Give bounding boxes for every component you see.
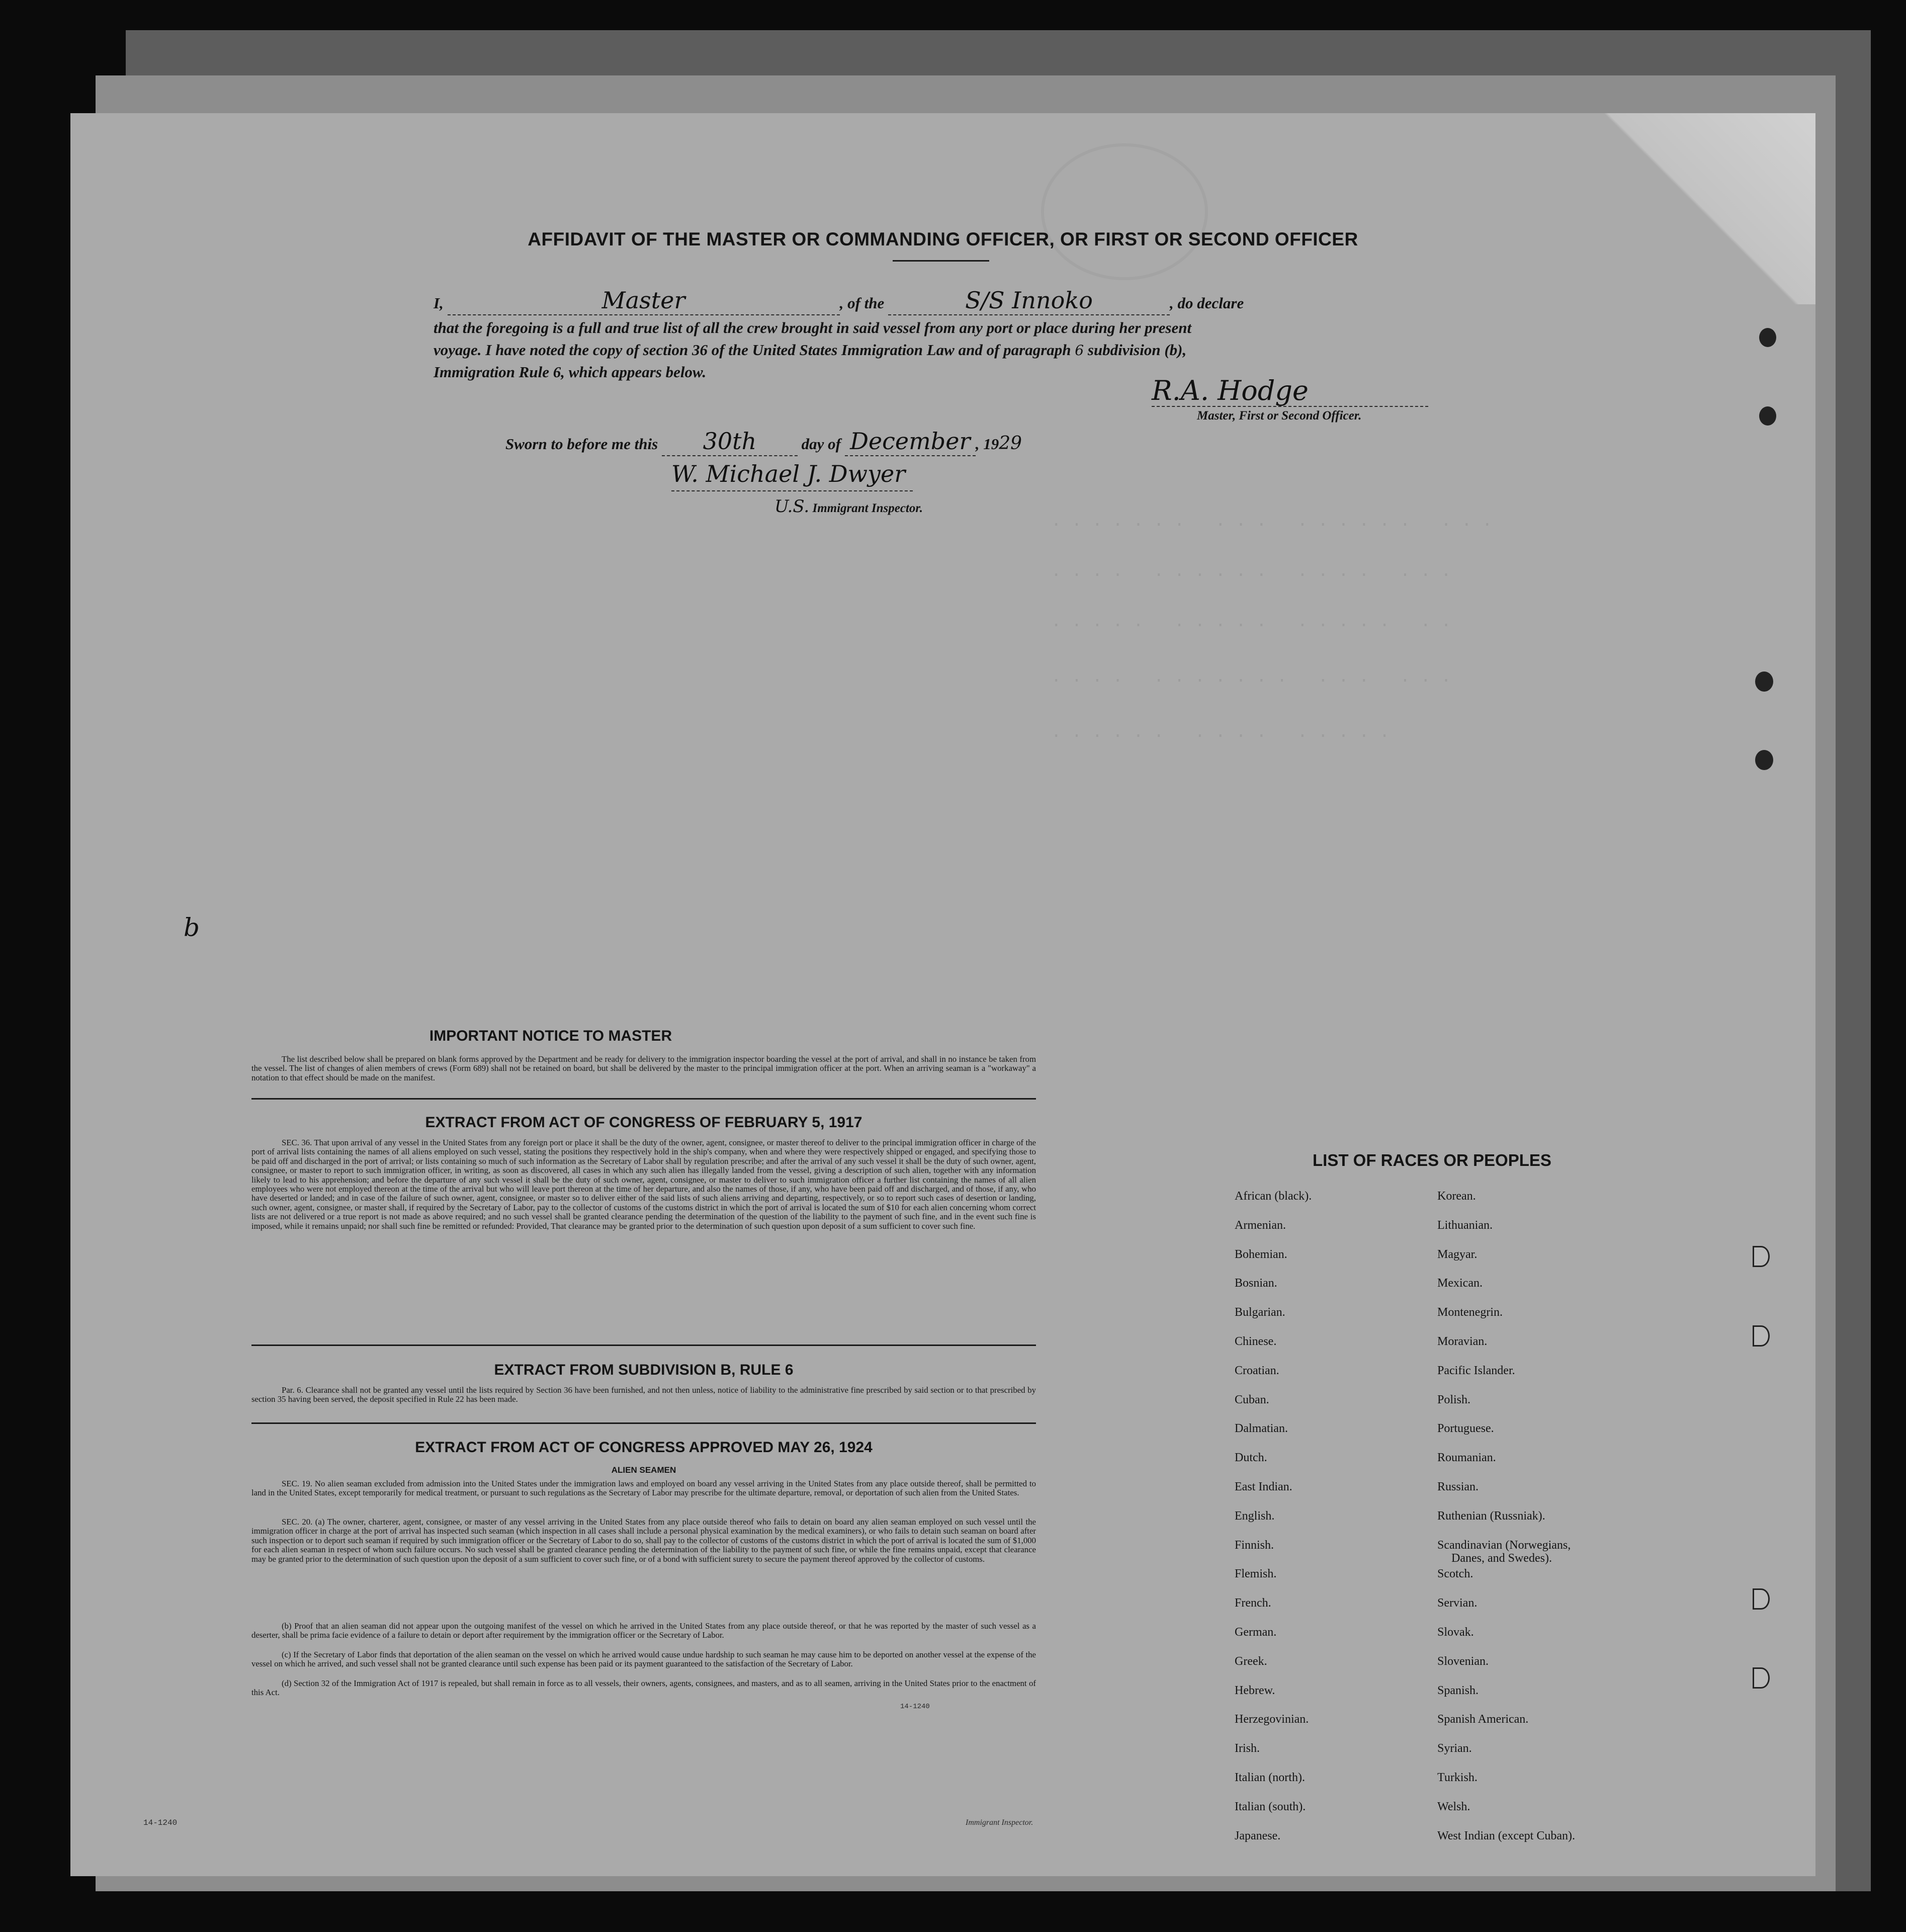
punch-hole-icon	[1759, 406, 1776, 426]
race-item: English.	[1235, 1509, 1275, 1523]
master-field	[448, 289, 840, 315]
alien-seamen-subtitle: ALIEN SEAMEN	[611, 1465, 676, 1475]
affidavit-line-3-text: voyage. I have noted the copy of section 36 of the United States Immigration Law and of paragraph	[434, 341, 1071, 359]
race-item: Finnish.	[1235, 1538, 1274, 1552]
affidavit-line-2: that the foregoing is a full and true list of all the crew brought in said vessel from any port or place during her present	[434, 319, 1192, 337]
inspector-signature	[671, 460, 913, 491]
embossed-seal-icon	[1041, 143, 1208, 280]
affidavit-page	[70, 113, 1815, 1876]
race-item: Danes, and Swedes).	[1451, 1551, 1552, 1565]
notice-title: IMPORTANT NOTICE TO MASTER	[429, 1028, 672, 1044]
race-item: African (black).	[1235, 1190, 1312, 1203]
race-item: Russian.	[1437, 1480, 1479, 1493]
bleed-through-text: · · · · · · · · · · · · · · ·	[1051, 727, 1390, 746]
of-the-label: , of the	[839, 294, 885, 312]
race-item: Pacific Islander.	[1437, 1364, 1515, 1377]
race-item: Croatian.	[1235, 1364, 1279, 1377]
race-item: Syrian.	[1437, 1742, 1472, 1755]
inspector-prefix: U.S.	[774, 496, 810, 517]
extract-1924-divider	[251, 1422, 1036, 1424]
sec-20b-body: (b) Proof that an alien seaman did not appear upon the outgoing manifest of the vessel on which he arrived in the United States from any place outside thereof, or that he was reported by the master of such vessel as a deserter, shall be prima facie evidence of a failure to detain or deport after requirement by the immigration officer or the Secretary of Labor.	[251, 1621, 1036, 1640]
rule-6-title: EXTRACT FROM SUBDIVISION B, RULE 6	[494, 1362, 794, 1378]
affidavit-line-3	[434, 339, 1490, 362]
punch-hole-icon	[1759, 328, 1776, 347]
race-item: Italian (north).	[1235, 1771, 1305, 1784]
rule-6-body: Par. 6. Clearance shall not be granted any vessel until the lists required by Section 36 have been furnished, and not then unless, notice of liability to the administrative fine prescribed by said section or to that prescribed by section 35 having been served, the deposit specified in Rule 22 has been made.	[251, 1385, 1036, 1404]
punch-hole-icon	[1753, 1325, 1770, 1347]
race-item: Lithuanian.	[1437, 1218, 1493, 1232]
punch-hole-icon	[1753, 1246, 1770, 1267]
master-signature-text: R.A. Hodge	[1152, 375, 1309, 406]
race-item: Herzegovinian.	[1235, 1713, 1309, 1726]
race-item: Hebrew.	[1235, 1684, 1275, 1697]
race-item: Italian (south).	[1235, 1800, 1306, 1813]
affidavit-line-3-end: subdivision (b),	[1087, 341, 1187, 359]
race-item: Bosnian.	[1235, 1277, 1277, 1290]
extract-1924-title: EXTRACT FROM ACT OF CONGRESS APPROVED MAY 26, 1924	[415, 1439, 873, 1456]
race-item: Greek.	[1235, 1654, 1267, 1668]
vessel-field	[888, 289, 1170, 315]
race-item: Moravian.	[1437, 1335, 1488, 1348]
race-item: Portuguese.	[1437, 1422, 1494, 1436]
race-item: Spanish.	[1437, 1684, 1479, 1697]
race-item: French.	[1235, 1597, 1271, 1610]
race-item: Dutch.	[1235, 1451, 1267, 1465]
sworn-month-value: December	[850, 428, 971, 455]
race-item: East Indian.	[1235, 1480, 1292, 1493]
sec-19-body: SEC. 19. No alien seaman excluded from admission into the United States under the immigration laws and employed on board any vessel arriving in the United States from any place outside thereof, shall be permitted to land in the United States, except temporarily for medical treatment, or pursuant to such regulations as the Secretary of Labor may prescribe for the ultimate departure, removal, or deportation of such alien from the United States.	[251, 1479, 1036, 1498]
race-item: Mexican.	[1437, 1277, 1483, 1290]
sworn-month-field	[845, 430, 976, 456]
signature-caption: Master, First or Second Officer.	[1197, 409, 1362, 423]
affidavit-line-1	[434, 289, 1490, 315]
vessel-value: S/S Innoko	[965, 287, 1093, 314]
race-item: Bohemian.	[1235, 1247, 1287, 1261]
race-item: Turkish.	[1437, 1771, 1478, 1784]
inspector-caption	[774, 496, 923, 517]
year-prefix: , 19	[975, 435, 999, 453]
inspector-signature-text: W. Michael J. Dwyer	[671, 460, 906, 487]
rule-6-divider	[251, 1345, 1036, 1346]
race-item: Japanese.	[1235, 1829, 1281, 1842]
sworn-day-value: 30th	[703, 428, 757, 455]
punch-hole-icon	[1755, 750, 1773, 770]
sworn-label: Sworn to before me this	[505, 435, 658, 453]
race-item: Scotch.	[1437, 1567, 1474, 1581]
i-label: I,	[434, 294, 444, 312]
race-item: Magyar.	[1437, 1247, 1478, 1261]
sworn-day-field	[662, 430, 798, 456]
notice-divider	[251, 1098, 1036, 1100]
race-item: Spanish American.	[1437, 1713, 1529, 1726]
race-item: German.	[1235, 1626, 1277, 1639]
affidavit-line-4: Immigration Rule 6, which appears below.	[434, 363, 707, 381]
race-item: Armenian.	[1235, 1218, 1286, 1232]
affidavit-title: AFFIDAVIT OF THE MASTER OR COMMANDING OFFICER, OR FIRST OR SECOND OFFICER	[528, 229, 1358, 249]
master-signature	[1152, 375, 1428, 407]
paragraph-value: 6	[1075, 342, 1084, 359]
sec-20d-body: (d) Section 32 of the Immigration Act of 1917 is repealed, but shall remain in force as to all vessels, their owners, agents, consignees, and masters, and as to all seamen, arriving in the United States prior to the enactment of this Act.	[251, 1678, 1036, 1698]
bleed-through-text: · · · · · · · · · · · · · · · · ·	[1051, 566, 1451, 585]
race-item: Korean.	[1437, 1190, 1476, 1203]
day-of-label: day of	[801, 435, 841, 453]
race-item: Irish.	[1235, 1742, 1260, 1755]
extract-1917-body: SEC. 36. That upon arrival of any vessel in the United States from any foreign port or place it shall be the duty of the owner, agent, consignee, or master thereof to deliver to the principal immigration officer in charge of the port of arrival lists containing the names of all aliens employed on such vessel, stating the positions they respectively hold in the ship's company, when and where they were respectively shipped or engaged, and specifying those to be paid off and discharged in the port of arrival; or lists containing so much of such information as the Secretary of Labor shall by regulation prescribe; and after the arrival of any such vessel it shall be the duty of such owner, agent, consignee, or master to report to such immigration officer, in writing, as soon as discovered, all cases in which any such alien has illegally landed from the vessel, giving a description of such alien, together with any information likely to lead to his apprehension; and before the departure of any such vessel it shall be the duty of such owner, agent, consignee, or master to deliver to such immigration officer a further list containing the names of all alien employees who were not employed thereon at the time of the arrival but who will leave port thereon at the time of her departure, and also the names of those, if any, who have been paid off and discharged, and of those, if any, who have deserted or landed; and in case of the failure of such owner, agent, consignee, or master so to deliver either of the said lists of such aliens arriving and departing, respectively, or so to report such cases of desertion or landing, such owner, agent, consignee, or master shall, if required by the Secretary of Labor, pay to the collector of customs of the customs district in which the port of arrival is located the sum of $10 for each alien concerning whom correct lists are not delivered or a true report is not made as above required; and no such vessel shall be granted clearance pending the determination of the question of the liability to the payment of such fine, and in the event such fine is imposed, while it remains unpaid; nor shall such fine be remitted or refunded: Provided, That clearance may be granted prior to the determination of such question upon deposit of a sum sufficient to cover such fine.	[251, 1138, 1036, 1231]
bottom-caption: Immigrant Inspector.	[966, 1818, 1033, 1827]
race-item: Ruthenian (Russniak).	[1437, 1509, 1545, 1523]
punch-hole-icon	[1755, 671, 1773, 692]
race-item: Scandinavian (Norwegians,	[1437, 1538, 1571, 1552]
notice-body: The list described below shall be prepared on blank forms approved by the Department and be ready for delivery to the immigration inspector boarding the vessel at the port of arrival, and shall in no instance be taken from the vessel. The list of changes of alien members of crews (Form 689) shall not be retained on board, but shall be delivered by the master to the principal immigration officer at the port. When an arriving seaman is a "workaway" a notation to that effect should be made on the manifest.	[251, 1054, 1036, 1082]
inspector-caption-text: Immigrant Inspector.	[812, 501, 923, 515]
year-value: 29	[999, 433, 1022, 454]
race-item: Cuban.	[1235, 1393, 1269, 1406]
punch-hole-icon	[1753, 1588, 1770, 1610]
sworn-line	[505, 430, 1260, 456]
bleed-through-text: · · · · · · · · · · · · · · · · ·	[1051, 671, 1451, 691]
sec-20a-body: SEC. 20. (a) The owner, charterer, agent, consignee, or master of any vessel arriving in the United States from any place outside thereof who fails to detain on board any alien seaman employed on such vessel until the immigration officer in charge at the port of arrival has inspected such seaman (which inspection in all cases shall include a personal physical examination by the medical examiners), or who fails to detain such seaman on board after such inspection or to deport such seaman if required by such immigration officer or the Secretary of Labor to do so, shall pay to the collector of customs of the customs district in which the port of arrival is located the sum of $1,000 for each alien seaman in respect of whom such failure occurs. No such vessel shall be granted clearance pending the determination of the liability to the payment of such fine, or while the fine remains unpaid, except that clearance may be granted prior to the determination of such question upon the deposit of a sum sufficient to cover such fine, or of a bond with sufficient surety to secure the payment thereof approved by the collector of customs.	[251, 1517, 1036, 1564]
race-item: Flemish.	[1235, 1567, 1277, 1581]
race-item: Bulgarian.	[1235, 1306, 1285, 1319]
punch-hole-icon	[1753, 1667, 1770, 1689]
race-item: Welsh.	[1437, 1800, 1470, 1813]
bottom-form-number: 14-1240	[143, 1818, 178, 1827]
extract-1917-title: EXTRACT FROM ACT OF CONGRESS OF FEBRUARY 5, 1917	[425, 1114, 862, 1131]
declare-label: , do declare	[1170, 294, 1244, 312]
title-divider	[893, 260, 989, 262]
folded-corner	[1569, 113, 1815, 304]
race-item: Slovenian.	[1437, 1654, 1489, 1668]
races-title: LIST OF RACES OR PEOPLES	[1313, 1151, 1551, 1169]
form-number: 14-1240	[900, 1703, 930, 1711]
bleed-through-text: · · · · · · · · · · · · · · · · ·	[1051, 616, 1451, 635]
race-item: West Indian (except Cuban).	[1437, 1829, 1575, 1842]
bleed-through-text: · · · · · · · · · · · · · · · · · · ·	[1051, 516, 1493, 535]
race-item: Servian.	[1437, 1597, 1478, 1610]
race-item: Slovak.	[1437, 1626, 1474, 1639]
race-item: Dalmatian.	[1235, 1422, 1288, 1436]
race-item: Roumanian.	[1437, 1451, 1496, 1465]
race-item: Chinese.	[1235, 1335, 1277, 1348]
master-value: Master	[601, 287, 685, 314]
margin-note: b	[184, 913, 200, 942]
race-item: Montenegrin.	[1437, 1306, 1503, 1319]
sec-20c-body: (c) If the Secretary of Labor finds that deportation of the alien seaman on the vessel on which he arrived would cause undue hardship to such seaman he may cause him to be deported on another vessel at the expense of the vessel on which he arrived, and such vessel shall not be granted clearance until such expense has been paid or its payment guaranteed to the satisfaction of the Secretary of Labor.	[251, 1650, 1036, 1669]
race-item: Polish.	[1437, 1393, 1471, 1406]
